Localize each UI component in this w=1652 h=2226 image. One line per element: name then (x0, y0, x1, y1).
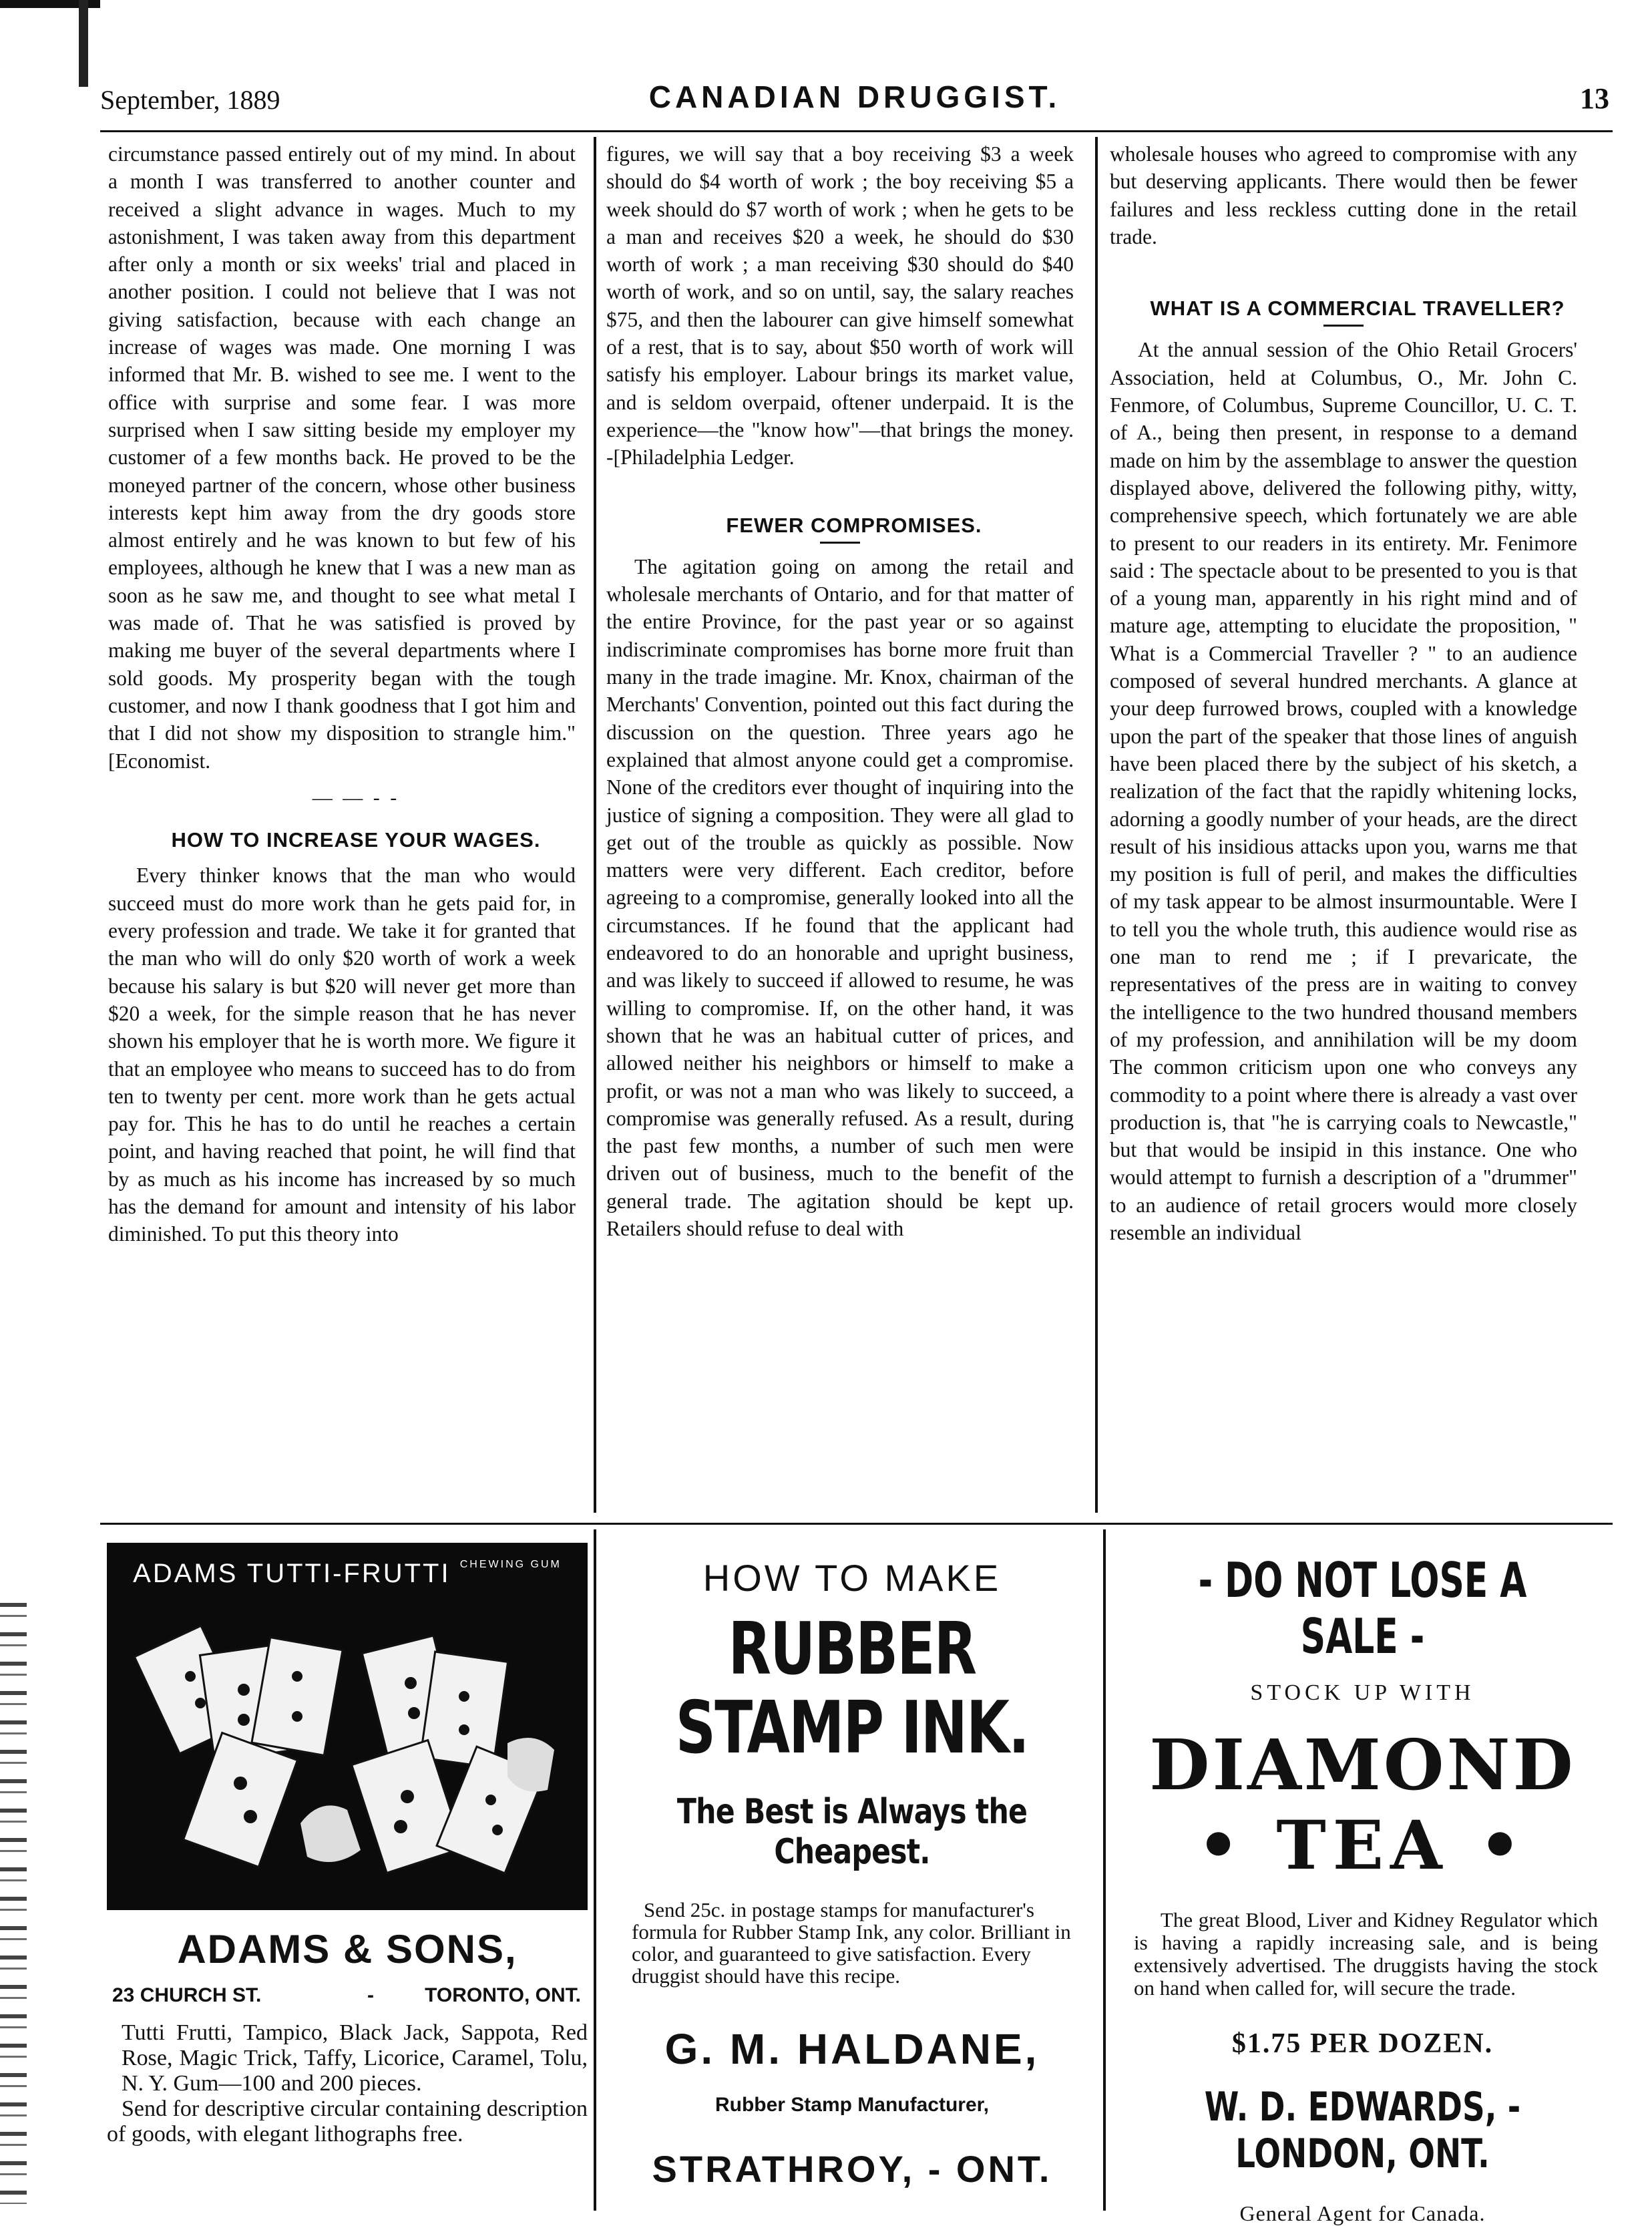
advertiser-name: G. M. HALDANE, (664, 2025, 1040, 2073)
advert-headline: - DO NOT LOSE A SALE - (1198, 1552, 1527, 1664)
header-rule (100, 130, 1613, 132)
city-address: TORONTO, ONT. (425, 1984, 581, 2006)
advert-illustration (107, 1543, 588, 1910)
advert-haldane (605, 1543, 1099, 2191)
advert-image-sublabel: CHEWING GUM (459, 1559, 562, 1570)
issue-date: September, 1889 (100, 85, 280, 115)
article-column-2 (606, 140, 1074, 1242)
article-heading: HOW TO INCREASE YOUR WAGES. (171, 828, 541, 852)
article-paragraph: figures, we will say that a boy receiving $3 a week should do $4 worth of work ; the boy receiving $5 a week should do $7 worth of work ; when he gets to be a man and receives $20 a week, he should do $30 worth of work ; a man receiving $30 should do $40 worth of work, and so on until, say, the salary reaches $75, and then the labourer can give himself somewhat of a rest, that is to say, about $50 worth of work will satisfy his employer. Labour brings its market value, and is seldom overpaid, oftener underpaid. It is the experience—the "know how"—that brings the money. -[Philadelphia Ledger. (606, 142, 1074, 470)
publication-title: CANADIAN DRUGGIST. (648, 79, 1061, 114)
advertiser-name: W. D. EDWARDS, - LONDON, ONT. (1204, 2084, 1521, 2177)
page-number: 13 (1580, 82, 1609, 115)
advert-paragraph: Send 25c. in postage stamps for manufacturer's formula for Rubber Stamp Ink, any color. Brilliant in color, and guaranteed to give satisfaction. Every druggist should have this recipe. (632, 1898, 1071, 1988)
advert-edwards (1114, 1543, 1611, 2226)
article-heading: WHAT IS A COMMERCIAL TRAVELLER? (1150, 297, 1565, 321)
article-heading: FEWER COMPROMISES. (726, 513, 982, 537)
article-paragraph: The agitation going on among the retail and wholesale merchants of Ontario, and for that matter of the entire Province, for the past year or so against indiscriminate compromises has borne more fruit than many in the trade imagine. Mr. Knox, chairman of the Merchants' Convention, pointed out this fact during the discussion on the question. Three years ago he explained that almost anyone could get a compromise. None of the creditors ever thought of inquiring into the justice of signing a composition. They were all glad to get out of the trouble as quickly as possible. Now matters were very different. Each creditor, before agreeing to a compromise, generally looked into all the circumstances. If he found that the applicant had endeavored to do an honorable and upright business, and was likely to succeed if allowed to resume, he was willing to compromise. If, on the other hand, it was shown that he was an habitual cutter of prices, and allowed neither his neighbors or himself to make a profit, or was not a man who was likely to succeed, a compromise was generally refused. As a result, during the past few months, a number of such men were driven out of business, much to the benefit of the general trade. The agitation should be kept up. Retailers should refuse to deal with (606, 554, 1074, 1240)
advert-image-label: ADAMS TUTTI-FRUTTI (133, 1559, 451, 1588)
page-header (100, 75, 1609, 122)
article-paragraph: wholesale houses who agreed to compromise with any but deserving applicants. There would then be fewer failures and less reckless cutting done in the retail trade. (1110, 142, 1577, 248)
advert-divider (594, 1529, 596, 2211)
article-column-1 (108, 140, 576, 1248)
article-paragraph: Every thinker knows that the man who would succeed must do more work than he gets paid for, in every profession and trade. We take it for granted that the man who will do only $20 worth of work a week because his salary is but $20 will never get more than $20 a week, for the simple reason that he has never shown his employer that he is worth more. We figure it that an employee who means to succeed has to do from ten to twenty per cent. more work than he gets actual pay for. This he has to do until he reaches a certain point, and having reached that point, he will find that by as much as his income has increased by so much has the demand for amount and intensity of his labor diminished. To put this theory into (108, 864, 576, 1246)
advert-adams (107, 1543, 588, 2147)
advert-kicker: STOCK UP WITH (1250, 1680, 1475, 1705)
brand-product: • TEA • (1197, 1806, 1528, 1885)
column-rule (1095, 137, 1098, 1513)
advertiser-role: General Agent for Canada. (1239, 2201, 1486, 2225)
advertiser-trade: Rubber Stamp Manufacturer, (714, 2094, 990, 2116)
scan-artifact (0, 1603, 27, 2204)
advert-body (1134, 1909, 1598, 2000)
heading-rule (1323, 325, 1364, 327)
address-dash: - (367, 1984, 374, 2006)
advert-body (107, 2020, 588, 2147)
advertiser-name: ADAMS & SONS, (177, 1927, 518, 1972)
advert-paragraph: Send for descriptive circular containing description of goods, with elegant lithographs free. (107, 2096, 588, 2147)
advert-kicker: HOW TO MAKE (702, 1557, 1002, 1599)
advert-body (632, 1899, 1072, 1987)
advert-divider (1103, 1529, 1106, 2211)
advert-paragraph: Tutti Frutti, Tampico, Black Jack, Sappota, Red Rose, Magic Trick, Taffy, Licorice, Caramel, Tolu, N. Y. Gum—100 and 200 pieces. (122, 2020, 588, 2096)
column-rule (594, 137, 596, 1513)
advert-headline: RUBBER STAMP INK. (675, 1608, 1029, 1770)
article-column-3 (1110, 140, 1577, 1246)
separator: — — - - (312, 786, 400, 809)
scan-artifact (79, 0, 88, 87)
advert-paragraph: The great Blood, Liver and Kidney Regulator which is having a rapidly increasing sale, and is being extensively advertised. The druggists having the stock on hand when called for, will secure the trade. (1134, 1908, 1598, 2000)
advert-price: $1.75 PER DOZEN. (1231, 2028, 1494, 2059)
article-paragraph: At the annual session of the Ohio Retail Grocers' Association, held at Columbus, O., Mr. John C. Fenmore, of Columbus, Supreme Councillor, U. C. T. of A., being then present, in response to a demand made on him by the assemblage to answer the question displayed above, delivered the following pithy, witty, comprehensive speech, which fortunately we are able to present to our readers in its entirety. Mr. Fenimore said : The spectacle about to be presented to you is that of a young man, apparently in his right mind and of mature age, attempting to elucidate the proposition, " What is a Commercial Traveller ? " to an audience composed of several hundred merchants. A glance at your deep furrowed brows, coupled with a knowledge upon the part of the speaker that those lines of anguish have been placed there by the subject of his sketch, a realization of the fact that the rapidly whitening locks, adorning a goodly number of your heads, are the direct result of his insidious attacks upon you, warns me that my position is full of peril, and makes the difficulties of my task appear to be almost insurmountable. Were I to tell you the whole truth, this audience would rise as one man to rend me ; if I prevaricate, the representatives of the press are in waiting to convey the intelligence to the two hundred thousand members of my profession, and annihilation will be my doom The common criticism upon one who conveys any commodity to a point where there is already a vast over production is, that "he is carrying coals to Newcastle," but that would be insipid in this instance. One who would attempt to furnish a description of a "drummer" to an audience of retail grocers would more closely resemble an individual (1110, 338, 1577, 1244)
advertiser-city: STRATHROY, - ONT. (652, 2148, 1052, 2190)
advert-rule (100, 1523, 1613, 1525)
brand-name: DIAMOND (1149, 1724, 1576, 1806)
heading-rule (820, 542, 860, 544)
advert-tagline: The Best is Always the Cheapest. (676, 1792, 1028, 1872)
article-paragraph: circumstance passed entirely out of my mind. In about a month I was transferred to another counter and received a slight advance in wages. Much to my astonishment, I was taken away from this department after only a month or six weeks' trial and placed in another position. I could not believe that I was not giving satisfaction, because with each change an increase of wages was made. One morning I was informed that Mr. B. wished to see me. I went to the office with surprise and some fear. I was more surprised when I saw sitting beside my employer my customer of a few months back. He proved to be the moneyed partner of the concern, whose other business interests kept him away from the dry goods store almost entirely and he was known to but few of his employees, although he knew that I was a new man as soon as he saw me, and thought to see what metal I was made of. That he was satisfied is proved by making me buyer of the several departments where I sold goods. My prosperity began with the tough customer, and now I thank goodness that I got him and that I did not show my disposition to strangle him." [Economist. (108, 142, 576, 773)
street-address: 23 CHURCH ST. (112, 1984, 262, 2006)
advertiser-address (107, 1984, 588, 2014)
playing-cards-illustration (107, 1543, 588, 1910)
